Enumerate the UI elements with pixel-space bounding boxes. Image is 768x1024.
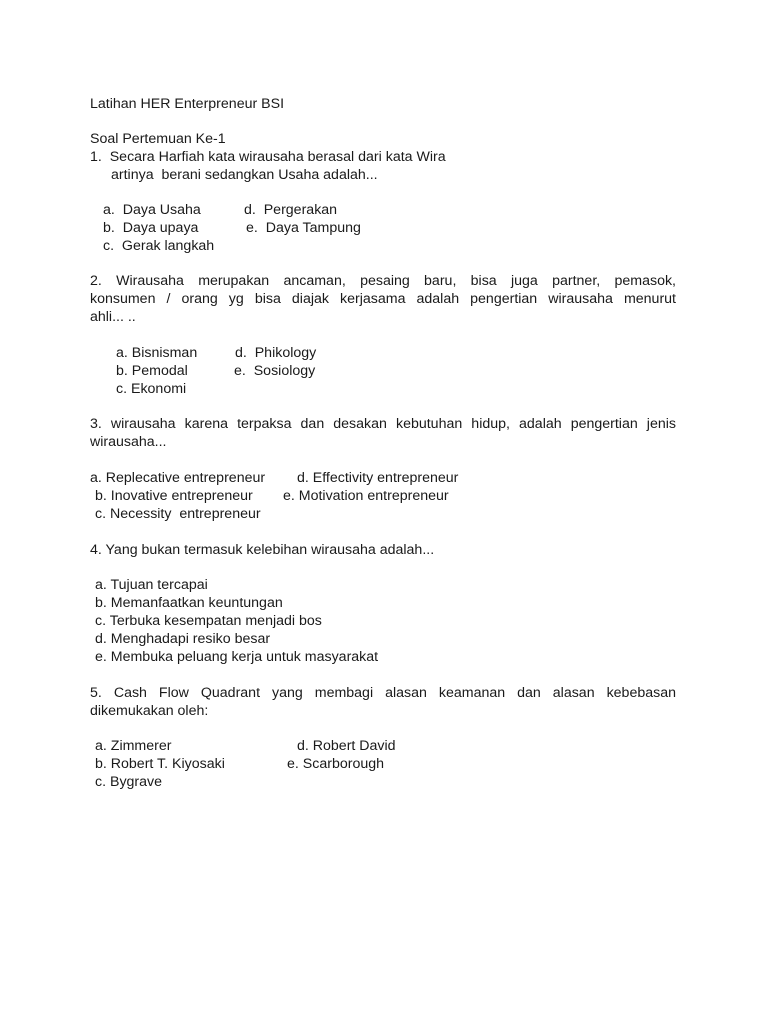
question-2-option-e: e. Sosiology [234, 363, 316, 379]
document-subtitle: Soal Pertemuan Ke-1 [90, 131, 226, 147]
question-4-text: 4. Yang bukan termasuk kelebihan wirausaha adalah... [90, 542, 435, 558]
question-5-option-a: a. Zimmerer [95, 738, 172, 754]
question-5-text-cont: dikemukakan oleh: [90, 703, 209, 719]
question-2-option-d: d. Phikology [235, 345, 317, 361]
question-5-option-e: e. Scarborough [287, 756, 385, 772]
question-4-option-a: a. Tujuan tercapai [95, 577, 208, 593]
question-2-text: 2. Wirausaha merupakan ancaman, pesaing baru, bisa juga partner, pemasok, [90, 273, 676, 289]
question-3-option-e: e. Motivation entrepreneur [283, 488, 449, 504]
question-2-option-a: a. Bisnisman [116, 345, 198, 361]
question-3-option-b: b. Inovative entrepreneur [95, 488, 253, 504]
question-3-text: 3. wirausaha karena terpaksa dan desakan kebutuhan hidup, adalah pengertian jenis [90, 416, 676, 432]
question-4-option-b: b. Memanfaatkan keuntungan [95, 595, 283, 611]
question-2-option-b: b. Pemodal [116, 363, 188, 379]
question-1-text: 1. Secara Harfiah kata wirausaha berasal dari kata Wira [90, 149, 446, 165]
question-3-text-cont: wirausaha... [90, 434, 167, 450]
question-2-text-cont: konsumen / orang yg bisa diajak kerjasama adalah pengertian wirausaha menurut [90, 291, 676, 307]
question-3-option-c: c. Necessity entrepreneur [95, 506, 261, 522]
question-4-option-c: c. Terbuka kesempatan menjadi bos [95, 613, 322, 629]
document-title: Latihan HER Enterpreneur BSI [90, 96, 285, 112]
question-5-option-d: d. Robert David [297, 738, 396, 754]
question-1-option-b: b. Daya upaya [103, 220, 199, 236]
question-1-option-d: d. Pergerakan [244, 202, 338, 218]
question-2-option-c: c. Ekonomi [116, 381, 187, 397]
question-3-option-d: d. Effectivity entrepreneur [297, 470, 459, 486]
question-2-text-end: ahli... .. [90, 309, 136, 325]
question-4-option-e: e. Membuka peluang kerja untuk masyarakat [95, 649, 379, 665]
question-1-option-a: a. Daya Usaha [103, 202, 201, 218]
question-5-option-b: b. Robert T. Kiyosaki [95, 756, 225, 772]
question-1-option-c: c. Gerak langkah [103, 238, 215, 254]
question-1-option-e: e. Daya Tampung [246, 220, 361, 236]
question-4-option-d: d. Menghadapi resiko besar [95, 631, 271, 647]
question-1-text-cont: artinya berani sedangkan Usaha adalah... [111, 167, 378, 183]
question-5-option-c: c. Bygrave [95, 774, 163, 790]
question-5-text: 5. Cash Flow Quadrant yang membagi alasan keamanan dan alasan kebebasan [90, 685, 676, 701]
question-3-option-a: a. Replecative entrepreneur [90, 470, 266, 486]
